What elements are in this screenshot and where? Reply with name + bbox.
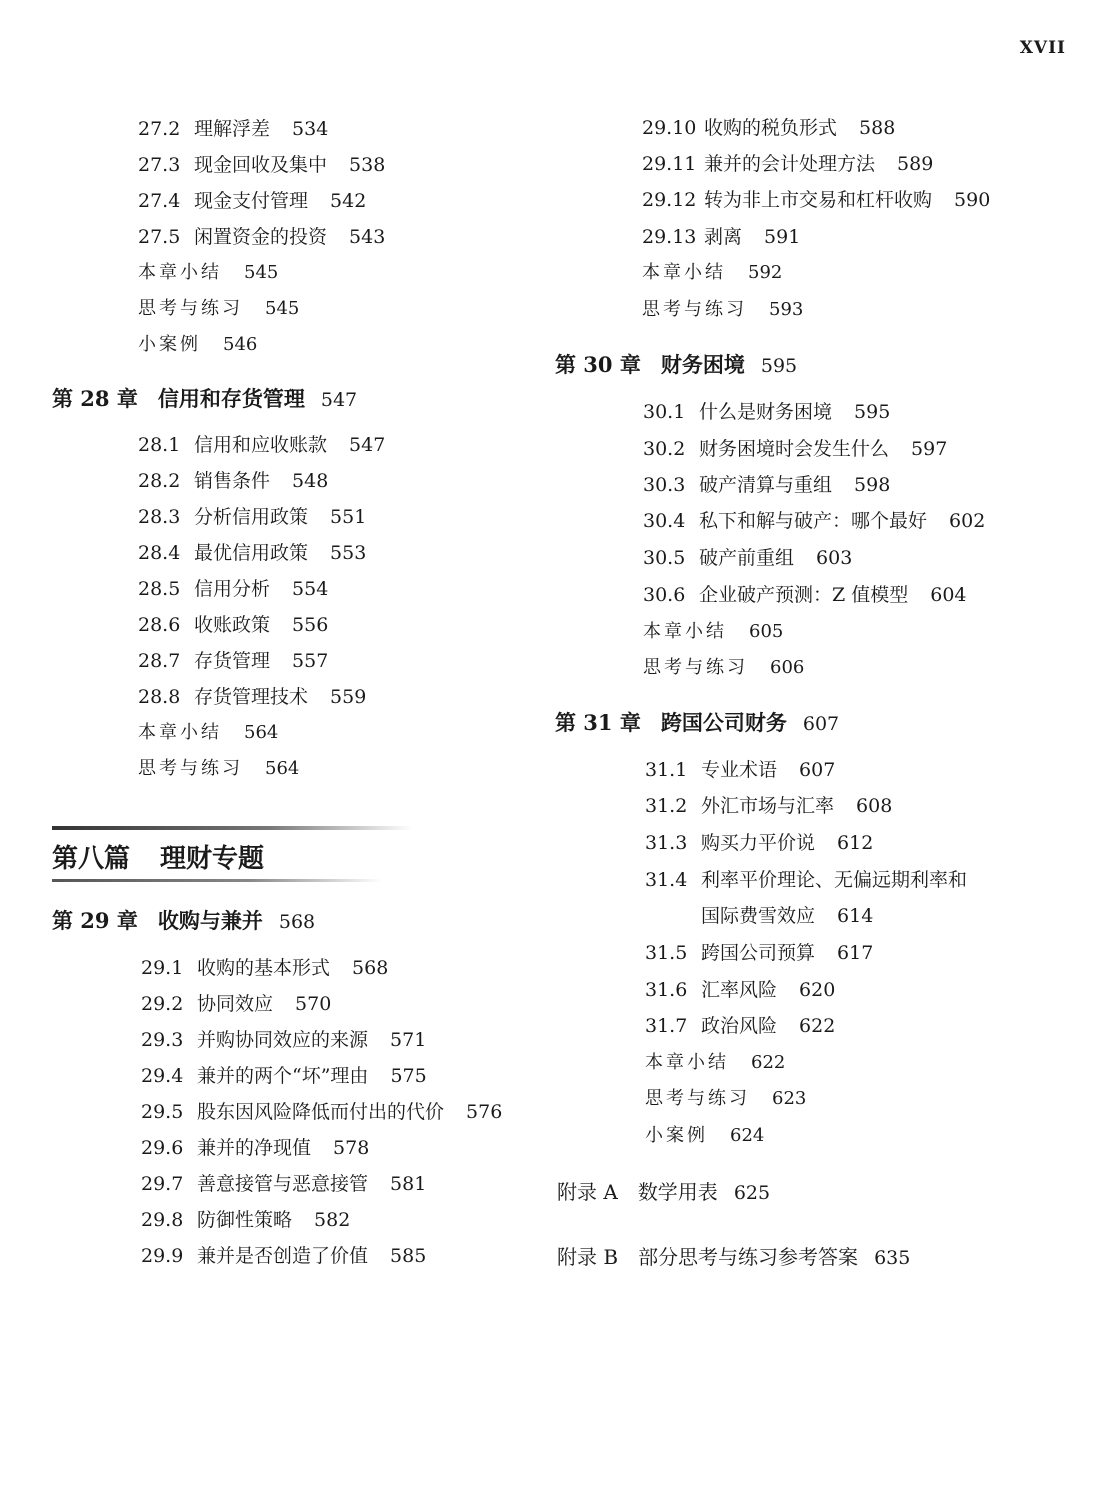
chapter-heading: 第 31 章 跨国公司财务 607 bbox=[555, 710, 840, 735]
toc-entry: 30.4 私下和解与破产：哪个最好 602 bbox=[643, 510, 986, 532]
toc-entry: 31.5 跨国公司预算 617 bbox=[645, 942, 874, 964]
toc-exercises: 思考与练习 606 bbox=[643, 657, 805, 678]
toc-entry: 29.6 兼并的净现值 578 bbox=[141, 1137, 370, 1159]
toc-entry: 29.7 善意接管与恶意接管 581 bbox=[141, 1173, 427, 1195]
toc-entry: 30.2 财务困境时会发生什么 597 bbox=[643, 438, 948, 460]
toc-summary: 本章小结 622 bbox=[645, 1052, 786, 1073]
toc-entry: 31.6 汇率风险 620 bbox=[645, 979, 836, 1001]
toc-entry: 29.10 收购的税负形式 588 bbox=[642, 117, 896, 139]
page-number: XVII bbox=[1019, 38, 1066, 58]
toc-entry: 31.7 政治风险 622 bbox=[645, 1015, 836, 1037]
appendix-heading: 附录 B 部分思考与练习参考答案 635 bbox=[557, 1245, 911, 1269]
toc-entry: 30.6 企业破产预测：Z 值模型 604 bbox=[643, 584, 967, 606]
toc-exercises: 思考与练习 545 bbox=[138, 298, 300, 319]
toc-entry: 30.5 破产前重组 603 bbox=[643, 547, 853, 569]
toc-entry: 31.3 购买力平价说 612 bbox=[645, 832, 874, 854]
toc-entry: 29.12 转为非上市交易和杠杆收购 590 bbox=[642, 189, 991, 211]
toc-case: 小案例 546 bbox=[138, 334, 258, 355]
toc-entry: 31.4 利率平价理论、无偏远期利率和 bbox=[645, 869, 968, 891]
toc-exercises: 思考与练习 564 bbox=[138, 758, 300, 779]
appendix-heading: 附录 A 数学用表 625 bbox=[557, 1180, 771, 1204]
toc-exercises: 思考与练习 593 bbox=[642, 299, 804, 320]
toc-entry: 27.5 闲置资金的投资 543 bbox=[138, 226, 386, 248]
toc-entry: 28.3 分析信用政策 551 bbox=[138, 506, 367, 528]
toc-entry: 29.3 并购协同效应的来源 571 bbox=[141, 1029, 427, 1051]
toc-summary: 本章小结 564 bbox=[138, 722, 279, 743]
toc-entry: 29.11 兼并的会计处理方法 589 bbox=[642, 153, 934, 175]
toc-entry: 28.1 信用和应收账款 547 bbox=[138, 434, 386, 456]
toc-summary: 本章小结 592 bbox=[642, 262, 783, 283]
chapter-heading: 第 30 章 财务困境 595 bbox=[555, 352, 798, 377]
toc-entry: 29.8 防御性策略 582 bbox=[141, 1209, 351, 1231]
toc-case: 小案例 624 bbox=[645, 1125, 765, 1146]
toc-entry: 28.2 销售条件 548 bbox=[138, 470, 329, 492]
toc-entry: 28.6 收账政策 556 bbox=[138, 614, 329, 636]
toc-entry: 29.4 兼并的两个“坏”理由 575 bbox=[141, 1065, 427, 1087]
chapter-heading: 第 29 章 收购与兼并 568 bbox=[52, 908, 316, 933]
toc-entry: 29.13 剥离 591 bbox=[642, 226, 801, 248]
toc-entry: 29.2 协同效应 570 bbox=[141, 993, 332, 1015]
toc-summary: 本章小结 605 bbox=[643, 621, 784, 642]
part-rule-bottom bbox=[52, 879, 382, 882]
part-rule-top bbox=[52, 826, 412, 830]
toc-entry: 28.4 最优信用政策 553 bbox=[138, 542, 367, 564]
part-heading bbox=[52, 826, 382, 882]
toc-entry: 31.1 专业术语 607 bbox=[645, 759, 836, 781]
toc-entry: 27.4 现金支付管理 542 bbox=[138, 190, 367, 212]
toc-entry: 27.2 理解浮差 534 bbox=[138, 118, 329, 140]
toc-entry-continuation: 国际费雪效应 614 bbox=[701, 905, 874, 927]
toc-exercises: 思考与练习 623 bbox=[645, 1088, 807, 1109]
toc-entry: 28.8 存货管理技术 559 bbox=[138, 686, 367, 708]
chapter-heading: 第 28 章 信用和存货管理 547 bbox=[52, 386, 358, 411]
toc-entry: 30.3 破产清算与重组 598 bbox=[643, 474, 891, 496]
toc-entry: 30.1 什么是财务困境 595 bbox=[643, 401, 891, 423]
toc-entry: 28.7 存货管理 557 bbox=[138, 650, 329, 672]
toc-entry: 31.2 外汇市场与汇率 608 bbox=[645, 795, 893, 817]
toc-summary: 本章小结 545 bbox=[138, 262, 279, 283]
toc-entry: 29.9 兼并是否创造了价值 585 bbox=[141, 1245, 427, 1267]
toc-entry: 29.1 收购的基本形式 568 bbox=[141, 957, 389, 979]
toc-entry: 28.5 信用分析 554 bbox=[138, 578, 329, 600]
toc-entry: 29.5 股东因风险降低而付出的代价 576 bbox=[141, 1101, 503, 1123]
part-title: 第八篇 理财专题 bbox=[52, 844, 265, 874]
toc-entry: 27.3 现金回收及集中 538 bbox=[138, 154, 386, 176]
